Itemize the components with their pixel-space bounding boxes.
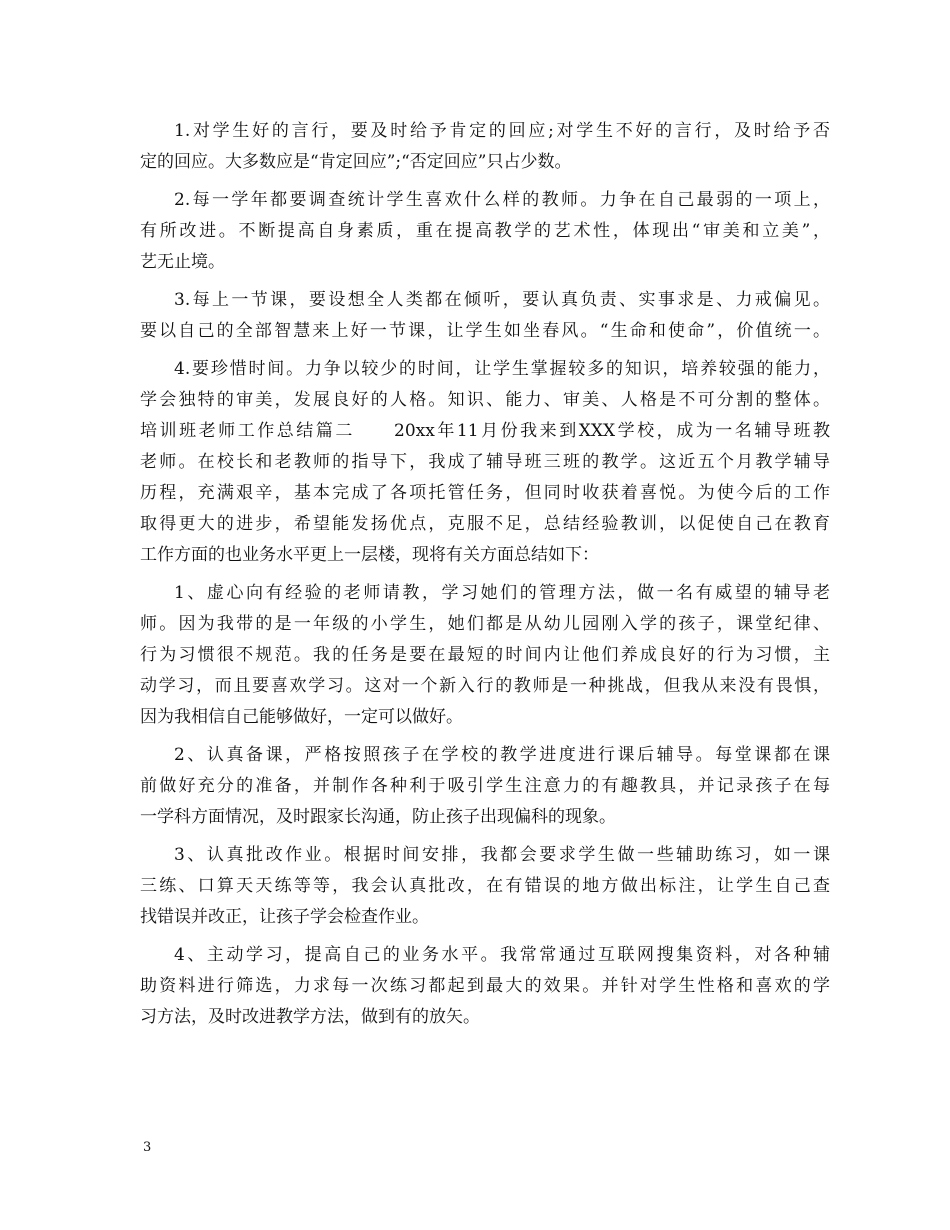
text-line: 行为习惯很不规范。我的任务是要在最短的时间内让他们养成良好的行为习惯，主 <box>140 645 830 665</box>
text-line: 4.要珍惜时间。力争以较少的时间，让学生掌握较多的知识，培养较强的能力， <box>174 359 830 379</box>
text-line: 历程，充满艰辛，基本完成了各项托管任务，但同时收获着喜悦。为使今后的工作 <box>140 483 830 503</box>
text-line: 定的回应。大多数应是“肯定回应”;“否定回应”只占少数。 <box>140 152 572 172</box>
text-line: 有所改进。不断提高自身素质，重在提高教学的艺术性，体现出“审美和立美”， <box>140 221 830 241</box>
text-line: 3、认真批改作业。根据时间安排，我都会要求学生做一些辅助练习，如一课 <box>174 845 830 865</box>
text-line: 一学科方面情况，及时跟家长沟通，防止孩子出现偏科的现象。 <box>140 807 616 827</box>
text-line: 3.每上一节课，要设想全人类都在倾听，要认真负责、实事求是、力戒偏见。 <box>174 290 830 310</box>
text-line: 师。因为我带的是一年级的小学生，她们都是从幼儿园刚入学的孩子，课堂纪律、 <box>140 614 830 634</box>
text-line: 取得更大的进步，希望能发扬优点，克服不足，总结经验教训，以促使自己在教育 <box>140 514 830 534</box>
text-line: 因为我相信自己能够做好，一定可以做好。 <box>140 707 463 727</box>
text-line: 4、主动学习，提高自己的业务水平。我常常通过互联网搜集资料，对各种辅 <box>174 945 830 965</box>
text-line: 动学习，而且要喜欢学习。这对一个新入行的教师是一种挑战，但我从来没有畏惧， <box>140 676 830 696</box>
text-line: 艺无止境。 <box>140 252 225 272</box>
text-line: 2、认真备课，严格按照孩子在学校的教学进度进行课后辅导。每堂课都在课 <box>174 745 830 765</box>
text-line: 找错误并改正，让孩子学会检查作业。 <box>140 907 429 927</box>
text-line: 培训班老师工作总结篇二 20xx年11月份我来到XXX学校，成为一名辅导班教 <box>140 421 830 441</box>
text-line: 要以自己的全部智慧来上好一节课，让学生如坐春风。“生命和使命”，价值统一。 <box>140 321 830 341</box>
text-line: 学会独特的审美，发展良好的人格。知识、能力、审美、人格是不可分割的整体。 <box>140 390 830 410</box>
text-line: 工作方面的也业务水平更上一层楼，现将有关方面总结如下： <box>140 545 599 565</box>
text-line: 老师。在校长和老教师的指导下，我成了辅导班三班的教学。这近五个月教学辅导 <box>140 452 830 472</box>
text-line: 前做好充分的准备，并制作各种利于吸引学生注意力的有趣教具，并记录孩子在每 <box>140 776 830 796</box>
text-line: 助资料进行筛选，力求每一次练习都起到最大的效果。并针对学生性格和喜欢的学 <box>140 976 830 996</box>
text-line: 1、虚心向有经验的老师请教，学习她们的管理方法，做一名有威望的辅导老 <box>174 583 830 603</box>
text-line: 三练、口算天天练等等，我会认真批改，在有错误的地方做出标注，让学生自己查 <box>140 876 830 896</box>
text-line: 2.每一学年都要调查统计学生喜欢什么样的教师。力争在自己最弱的一项上， <box>174 190 830 210</box>
text-line: 1.对学生好的言行，要及时给予肯定的回应;对学生不好的言行，及时给予否 <box>174 121 830 141</box>
page-number: 3 <box>143 1140 152 1155</box>
document-body <box>140 116 830 1033</box>
text-line: 习方法，及时改进教学方法，做到有的放矢。 <box>140 1007 480 1027</box>
